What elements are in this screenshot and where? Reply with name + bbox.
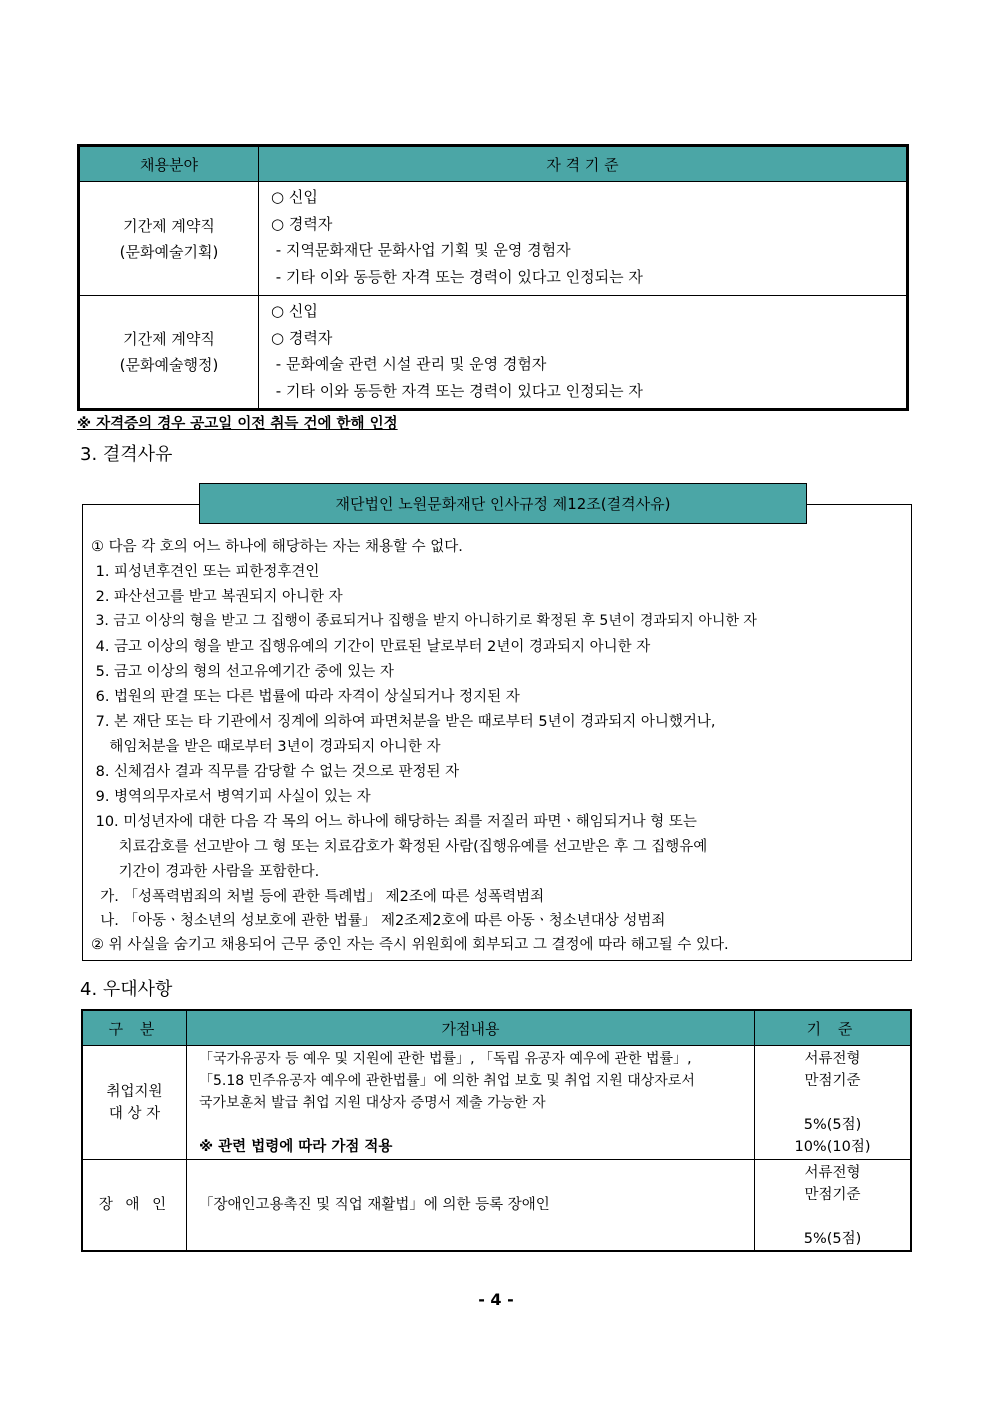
regulation-box: [82, 504, 912, 961]
field-cell: [79, 182, 259, 296]
criteria-cell: [259, 182, 908, 296]
regulation-line: 10. 미성년자에 대한 다음 각 목의 어느 하나에 해당하는 죄를 저질러 파면ㆍ해임되거나 형 또는: [91, 814, 697, 830]
page-number: - 4 -: [478, 1290, 514, 1309]
regulation-title: 재단법인 노원문화재단 인사규정 제12조(결격사유): [199, 483, 807, 524]
preference-table: [81, 1009, 912, 1252]
regulation-line: 4. 금고 이상의 형을 받고 집행유예의 기간이 만료된 날로부터 2년이 경과되지 아니한 자: [91, 639, 651, 655]
section-3-heading: 3. 결격사유: [80, 444, 173, 465]
criteria-line: - 문화예술 관련 시설 관리 및 운영 경험자: [271, 355, 547, 373]
criteria-line: ○ 경력자: [271, 328, 333, 347]
criteria-line: ○ 경력자: [271, 214, 333, 233]
category-cell: [82, 1046, 187, 1160]
criteria-cell: [259, 296, 908, 410]
table-row: [82, 1046, 911, 1160]
regulation-line: 3. 금고 이상의 형을 받고 그 집행이 종료되거나 집행을 받지 아니하기로 확정된 후 5년이 경과되지 아니한 자: [91, 613, 757, 629]
section-4-heading: 4. 우대사항: [80, 979, 173, 1000]
header-content: 가점내용: [187, 1010, 755, 1046]
standard-line: 만점기준: [804, 1073, 861, 1089]
regulation-line: 8. 신체검사 결과 직무를 감당할 수 없는 것으로 판정된 자: [91, 764, 460, 780]
criteria-line: ○ 신입: [271, 302, 318, 320]
category-line: 취업지원: [106, 1083, 163, 1100]
category-line: 대 상 자: [108, 1105, 161, 1122]
standard-line: 10%(10점): [794, 1139, 871, 1155]
header-standard: 기 준: [755, 1010, 912, 1046]
regulation-line: 가. 「성폭력범죄의 처벌 등에 관한 특례법」 제2조에 따른 성폭력범죄: [91, 889, 545, 905]
field-name: 기간제 계약직: [123, 330, 215, 348]
regulation-line: 치료감호를 선고받아 그 형 또는 치료감호가 확정된 사람(집행유예를 선고받은 후 그 집행유예: [91, 839, 708, 855]
criteria-line: - 기타 이와 동등한 자격 또는 경력이 있다고 인정되는 자: [271, 267, 643, 286]
category-cell: 장 애 인: [82, 1160, 187, 1252]
field-name: 기간제 계약직: [123, 216, 215, 235]
table-row: [79, 296, 908, 410]
field-subname: (문화예술행정): [119, 356, 219, 374]
standard-line: 5%(5점): [803, 1117, 862, 1133]
regulation-line: 해임처분을 받은 때로부터 3년이 경과되지 아니한 자: [91, 739, 441, 755]
certificate-note: ※ 자격증의 경우 공고일 이전 취득 건에 한해 인정: [77, 416, 398, 432]
header-criteria: 자 격 기 준: [259, 146, 908, 182]
regulation-line: 1. 피성년후견인 또는 피한정후견인: [91, 564, 320, 580]
preference-header-row: [82, 1010, 911, 1046]
regulation-line: 나. 「아동ㆍ청소년의 성보호에 관한 법률」 제2조제2호에 따른 아동ㆍ청소년대상 성범죄: [91, 913, 666, 929]
content-line: 「국가유공자 등 예우 및 지원에 관한 법률」, 「독립 유공자 예우에 관한 법률」,: [199, 1051, 692, 1067]
field-subname: (문화예술기획): [119, 242, 219, 261]
content-line: 「5.18 민주유공자 예우에 관한법률」에 의한 취업 보호 및 취업 지원 대상자로서: [199, 1073, 695, 1089]
table-row: [82, 1160, 911, 1252]
regulation-line: 5. 금고 이상의 형의 선고유예기간 중에 있는 자: [91, 664, 394, 680]
regulation-line: ① 다음 각 호의 어느 하나에 해당하는 자는 채용할 수 없다.: [91, 539, 463, 555]
standard-cell: [755, 1046, 912, 1160]
standard-line: 서류전형: [804, 1165, 861, 1181]
table-row: [79, 182, 908, 296]
standard-line: 5%(5점): [803, 1231, 862, 1247]
standard-cell: [755, 1160, 912, 1252]
standard-line: 만점기준: [804, 1187, 861, 1203]
standard-line: 서류전형: [804, 1051, 861, 1067]
regulation-line: 7. 본 재단 또는 타 기관에서 징계에 의하여 파면처분을 받은 때로부터 5년이 경과되지 아니했거나,: [91, 714, 716, 730]
content-note: ※ 관련 법령에 따라 가점 적용: [199, 1139, 393, 1155]
criteria-line: - 기타 이와 동등한 자격 또는 경력이 있다고 인정되는 자: [271, 381, 643, 400]
regulation-line: 6. 법원의 판결 또는 다른 법률에 따라 자격이 상실되거나 정지된 자: [91, 689, 520, 705]
content-cell: 「장애인고용촉진 및 직업 재활법」에 의한 등록 장애인: [187, 1160, 755, 1252]
regulation-line: 2. 파산선고를 받고 복권되지 아니한 자: [91, 589, 343, 605]
header-category: 구 분: [82, 1010, 187, 1046]
criteria-line: ○ 신입: [271, 188, 318, 206]
regulation-line: ② 위 사실을 숨기고 채용되어 근무 중인 자는 즉시 위원회에 회부되고 그 결정에 따라 해고될 수 있다.: [91, 937, 729, 953]
content-cell: [187, 1046, 755, 1160]
qualification-header-row: [79, 146, 908, 182]
header-field: 채용분야: [79, 146, 259, 182]
field-cell: [79, 296, 259, 410]
content-line: 국가보훈처 발급 취업 지원 대상자 증명서 제출 가능한 자: [199, 1095, 546, 1111]
regulation-line: 기간이 경과한 사람을 포함한다.: [91, 864, 320, 880]
regulation-line: 9. 병역의무자로서 병역기피 사실이 있는 자: [91, 789, 371, 805]
criteria-line: - 지역문화재단 문화사업 기획 및 운영 경험자: [271, 241, 571, 259]
qualification-table: [77, 144, 909, 411]
